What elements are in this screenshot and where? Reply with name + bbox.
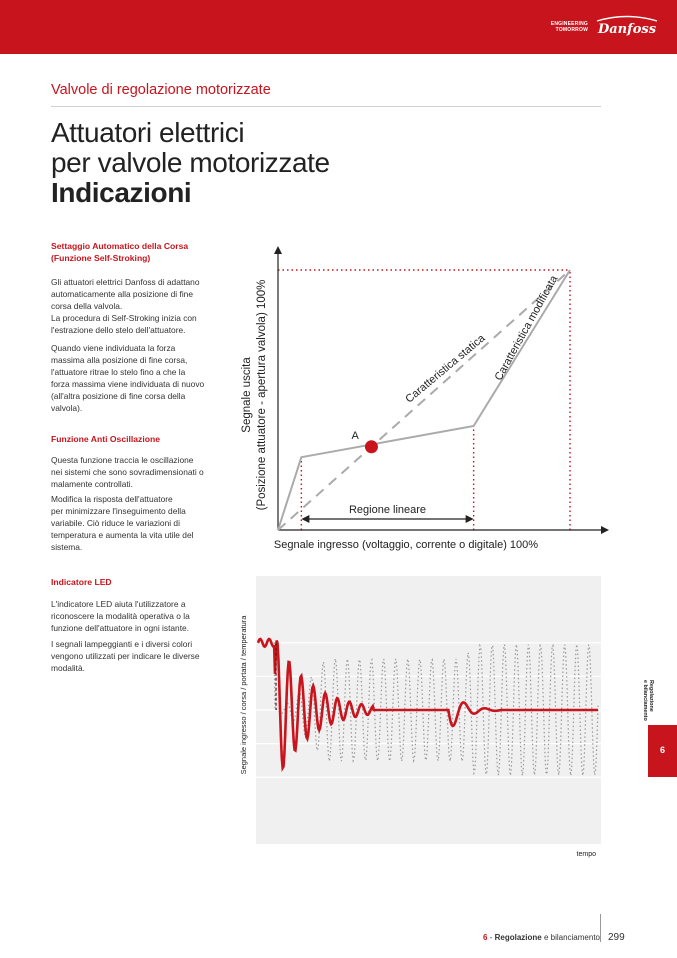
title-line-2: per valvole motorizzate <box>51 147 330 178</box>
paragraph <box>51 638 231 674</box>
text-line: funzione dell'attuatore in ogni istante. <box>51 623 190 633</box>
paragraph <box>51 454 231 490</box>
y-axis-label-2: (Posizione attuatore - apertura valvola) 100% <box>256 279 268 511</box>
text-line: forza massima viene individuata di nuovo <box>51 379 205 389</box>
brand-tagline <box>551 21 588 33</box>
oscillation-chart <box>236 570 606 860</box>
page-title <box>51 118 330 208</box>
footer-section-bold: Regolazione <box>494 933 542 942</box>
y-axis-label-1: Segnale uscita <box>241 357 253 433</box>
svg-text:Danfoss: Danfoss <box>597 22 657 37</box>
tagline-line-2: TOMORROW <box>555 27 588 33</box>
text-line: vengono utilizzati per indicare le diverse <box>51 651 200 661</box>
page-number: 299 <box>608 932 625 943</box>
chapter-number: 6 <box>659 745 665 755</box>
text-line: malamente controllati. <box>51 479 133 489</box>
paragraph <box>51 312 231 336</box>
text-line: Quando viene individuata la forza <box>51 343 176 353</box>
text-line: temperatura e aumenta la vita utile del <box>51 530 194 540</box>
paragraph <box>51 598 231 634</box>
range-arrow-left-icon <box>301 515 309 523</box>
tagline-line-1: ENGINEERING <box>550 21 588 27</box>
title-line-3: Indicazioni <box>51 177 192 208</box>
text-line: sistema. <box>51 542 83 552</box>
paragraph <box>51 493 231 553</box>
section-divider <box>51 106 601 107</box>
text-line: valvola). <box>51 403 83 413</box>
characteristic-chart <box>236 240 616 555</box>
text-line: I segnali lampeggianti e i diversi colori <box>51 639 193 649</box>
range-label: Regione lineare <box>348 504 427 516</box>
tab-label-line-2: e bilanciamento <box>642 680 648 721</box>
heading-line: (Funzione Self-Stroking) <box>51 253 151 263</box>
linear-range-arrow <box>301 515 473 523</box>
heading-self-stroking <box>51 240 188 264</box>
footer-sep: - <box>487 933 495 942</box>
text-line: riconoscere la modalità operativa o la <box>51 611 190 621</box>
footer-section-rest: e bilanciamento <box>541 933 600 942</box>
text-line: per minimizzare l'inseguimento della <box>51 506 186 516</box>
footer-chapter <box>483 933 600 942</box>
brand-block <box>551 12 659 42</box>
footer-chapter-number: 6 <box>483 933 488 942</box>
text-line: corsa della valvola. <box>51 301 123 311</box>
heading-line: Indicatore LED <box>51 577 112 587</box>
title-line-1: Attuatori elettrici <box>51 117 245 148</box>
heading-indicatore-led <box>51 576 112 588</box>
text-line: variabile. Ciò riduce le variazioni di <box>51 518 180 528</box>
y-axis-arrow-icon <box>274 246 282 254</box>
text-line: La procedura di Self-Stroking inizia con <box>51 313 197 323</box>
operating-point-a <box>365 440 378 453</box>
text-line: modalità. <box>51 663 85 673</box>
paragraph <box>51 342 231 414</box>
text-line: l'attuatore ritrae lo stelo fino a che la <box>51 367 186 377</box>
text-line: massima alla posizione di fine corsa, <box>51 355 188 365</box>
series-label-modificata: Caratteristica modificata <box>492 273 561 383</box>
chapter-tab-label <box>642 680 654 721</box>
x-axis-label: tempo <box>576 851 596 858</box>
text-line: L'indicatore LED aiuta l'utilizzatore a <box>51 599 186 609</box>
x-axis-arrow-icon <box>601 526 609 534</box>
text-line: nei sistemi che sono sovradimensionati o <box>51 467 204 477</box>
point-label: A <box>351 429 359 442</box>
paragraph <box>51 276 231 312</box>
footer-divider <box>600 914 601 942</box>
y-axis-label: Segnale ingresso / corsa / portata / temperatura <box>239 615 248 775</box>
series-caratteristica-statica <box>278 270 570 530</box>
text-line: Modifica la risposta dell'attuatore <box>51 494 173 504</box>
heading-line: Settaggio Automatico della Corsa <box>51 241 189 251</box>
text-line: Questa funzione traccia le oscillazione <box>51 455 194 465</box>
heading-line: Funzione Anti Oscillazione <box>51 434 161 444</box>
text-line: (all'altra posizione di fine corsa della <box>51 391 186 401</box>
chapter-tab <box>648 725 677 777</box>
series-label-statica: Caratteristica statica <box>403 332 488 406</box>
danfoss-logo <box>595 12 659 42</box>
text-line: automaticamente alla posizione di fine <box>51 289 193 299</box>
text-line: l'estrazione dello stelo dell'attuatore. <box>51 325 186 335</box>
tab-label-line-1: Regolazione <box>648 680 654 712</box>
x-axis-label: Segnale ingresso (voltaggio, corrente o digitale) 100% <box>273 539 539 551</box>
section-title: Valvole di regolazione motorizzate <box>51 82 271 98</box>
heading-anti-oscillazione <box>51 433 160 445</box>
range-arrow-right-icon <box>466 515 474 523</box>
header-bar <box>0 0 677 54</box>
text-line: Gli attuatori elettrici Danfoss di adattano <box>51 277 200 287</box>
